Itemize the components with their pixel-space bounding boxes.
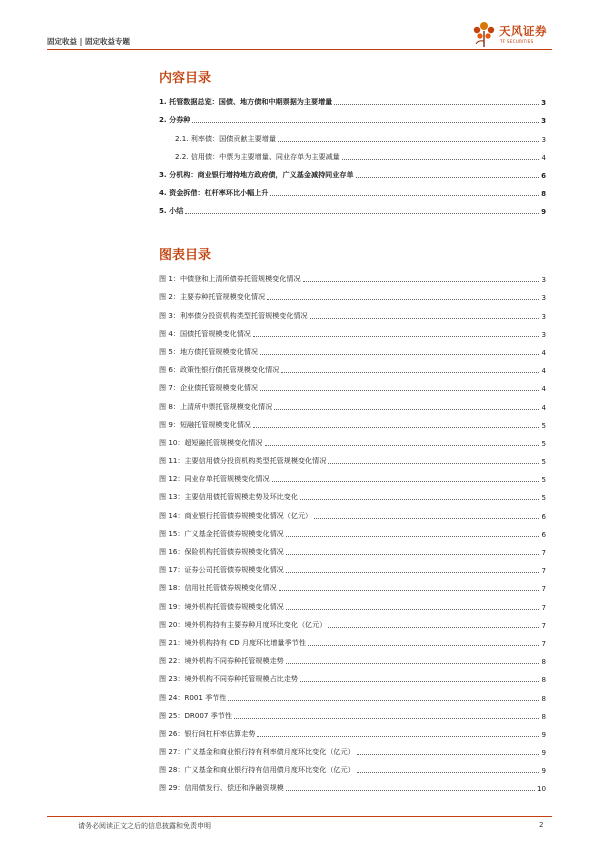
figure-entry-label: 图 16：保险机构托管债券规模变化情况 <box>159 547 284 556</box>
figure-entry[interactable] <box>159 521 546 539</box>
dot-leader <box>286 572 540 573</box>
figure-entry[interactable] <box>159 339 546 357</box>
dot-leader <box>257 736 539 737</box>
dot-leader <box>328 463 539 464</box>
dot-leader <box>274 409 539 410</box>
toc-entry[interactable] <box>159 162 546 180</box>
figure-entry-page: 7 <box>541 638 546 648</box>
figure-entry-page: 9 <box>541 729 546 739</box>
figure-entry-label: 图 25：DR007 季节性 <box>159 710 232 720</box>
figure-entry-page: 4 <box>541 347 546 357</box>
toc-entry-label: 5. 小结 <box>159 206 184 216</box>
figure-entry[interactable] <box>159 266 546 284</box>
toc-entry-page: 9 <box>541 207 546 217</box>
figure-entry-label: 图 11：主要信用债分投资机构类型托管规模变化情况 <box>159 456 327 466</box>
dot-leader <box>328 627 539 628</box>
figure-entry-page: 3 <box>541 293 546 303</box>
figure-entry[interactable] <box>159 502 546 520</box>
dot-leader <box>192 122 539 123</box>
figure-entry-page: 8 <box>541 693 546 703</box>
figure-entry[interactable] <box>159 412 546 430</box>
figure-entry-label: 图 19：境外机构托管债券规模变化情况 <box>159 601 284 611</box>
figure-entry-label: 图 3：利率债分投资机构类型托管规模变化情况 <box>159 310 308 320</box>
figure-entry-page: 6 <box>541 511 546 521</box>
figure-entry-label: 图 1：中债登和上清所债券托管规模变化情况 <box>159 274 301 284</box>
dot-leader <box>278 141 540 142</box>
figure-entry[interactable] <box>159 757 546 775</box>
toc-entry-page: 3 <box>541 98 546 108</box>
figure-entry[interactable] <box>159 430 546 448</box>
brand-name-en: TF SECURITIES <box>500 39 534 44</box>
figure-entry-label: 图 18：信用社托管债券规模变化情况 <box>159 583 277 593</box>
dot-leader <box>300 681 540 682</box>
toc-title: 内容目录 <box>159 71 212 86</box>
figure-entry[interactable] <box>159 539 546 557</box>
header-section-label: 固定收益 | 固定收益专题 <box>47 37 130 46</box>
figure-entry-page: 8 <box>541 657 546 667</box>
figure-entry-page: 8 <box>541 675 546 685</box>
figure-entry-page: 7 <box>541 620 546 630</box>
figure-entry[interactable] <box>159 648 546 666</box>
figure-entry[interactable] <box>159 684 546 702</box>
figure-entry-label: 图 6：政策性银行债托管规模变化情况 <box>159 365 280 375</box>
toc-entry-label: 2.1. 利率债：国债贡献主要增量 <box>175 133 276 143</box>
figure-entry[interactable] <box>159 375 546 393</box>
figure-entry-label: 图 5：地方债托管规模变化情况 <box>159 346 258 356</box>
toc-entry[interactable] <box>159 144 546 162</box>
dot-leader <box>308 645 540 646</box>
toc-entry-label: 4. 资金拆借：杠杆率环比小幅上升 <box>159 188 269 198</box>
dot-leader <box>270 195 539 196</box>
figure-entry-label: 图 14：商业银行托管债券规模变化情况（亿元） <box>159 510 313 520</box>
page-number: 2 <box>539 821 544 829</box>
dot-leader <box>300 499 540 500</box>
figure-entry-label: 图 9：短融托管规模变化情况 <box>159 419 251 429</box>
dot-leader <box>260 354 539 355</box>
figure-entry-page: 10 <box>536 784 546 794</box>
dot-leader <box>314 518 539 519</box>
figure-entry-label: 图 17：证券公司托管债券规模变化情况 <box>159 565 284 575</box>
figure-entry-label: 图 29：信用债发行、偿还和净融资规模 <box>159 783 284 793</box>
footer-divider <box>47 816 552 817</box>
dot-leader <box>286 554 540 555</box>
figure-entry-label: 图 22：境外机构不同券种托管规模走势 <box>159 656 284 666</box>
figure-entry-page: 9 <box>541 766 546 776</box>
dot-leader <box>334 104 539 105</box>
figure-entry-page: 5 <box>541 438 546 448</box>
figure-entry-page: 3 <box>541 311 546 321</box>
figure-entry[interactable] <box>159 612 546 630</box>
figure-entry-page: 3 <box>541 329 546 339</box>
figure-entry-page: 7 <box>541 602 546 612</box>
figure-entry[interactable] <box>159 466 546 484</box>
figure-entry-label: 图 12：同业存单托管规模变化情况 <box>159 474 270 484</box>
dot-leader <box>234 718 540 719</box>
figure-entry[interactable] <box>159 484 546 502</box>
header-divider <box>47 49 552 50</box>
figure-entry[interactable] <box>159 703 546 721</box>
dot-leader <box>267 299 539 300</box>
dot-leader <box>260 390 539 391</box>
figure-entry[interactable] <box>159 557 546 575</box>
dot-leader <box>286 790 535 791</box>
dot-leader <box>286 663 540 664</box>
flower-logo-icon <box>471 21 497 49</box>
figure-entry[interactable] <box>159 775 546 793</box>
toc-entry-label: 2. 分券种 <box>159 115 191 125</box>
dot-leader <box>185 213 539 214</box>
dot-leader <box>228 700 539 701</box>
dot-leader <box>253 427 540 428</box>
footer-disclaimer: 请务必阅读正文之后的信息披露和免责申明 <box>78 822 211 830</box>
dot-leader <box>357 754 540 755</box>
figure-entry[interactable] <box>159 302 546 320</box>
figure-entry-page: 5 <box>541 493 546 503</box>
figure-entry-page: 5 <box>541 457 546 467</box>
dot-leader <box>357 772 540 773</box>
figure-entry-label: 图 8：上清所中票托管规模变化情况 <box>159 401 273 411</box>
figure-entry-label: 图 2：主要券种托管规模变化情况 <box>159 292 266 302</box>
toc-entry[interactable] <box>159 198 546 216</box>
figure-entry-page: 7 <box>541 584 546 594</box>
figure-entry-label: 图 13：主要信用债托管规模走势及环比变化 <box>159 492 298 502</box>
figure-entry-label: 图 15：广义基金托管债券规模变化情况 <box>159 528 284 538</box>
toc-entry-label: 2.2. 信用债：中票为主要增量、同业存单为主要减量 <box>175 151 340 161</box>
dot-leader <box>286 609 540 610</box>
dot-leader <box>281 372 539 373</box>
dot-leader <box>342 159 540 160</box>
figure-entry[interactable] <box>159 393 546 411</box>
figure-entry[interactable] <box>159 593 546 611</box>
dot-leader <box>253 336 540 337</box>
dot-leader <box>303 281 540 282</box>
figure-entry[interactable] <box>159 630 546 648</box>
toc-entry[interactable] <box>159 89 546 107</box>
figure-entry-page: 4 <box>541 402 546 412</box>
figure-entry[interactable] <box>159 739 546 757</box>
figure-entry-label: 图 21：境外机构持有 CD 月度环比增量季节性 <box>159 637 306 647</box>
figure-entry-page: 5 <box>541 420 546 430</box>
toc-entry-label: 3. 分机构：商业银行增持地方政府债，广义基金减持同业存单 <box>159 169 354 179</box>
dot-leader <box>265 445 540 446</box>
toc-entry-page: 3 <box>541 134 546 144</box>
figure-entry-label: 图 28：广义基金和商业银行持有信用债月度环比变化（亿元） <box>159 765 355 775</box>
dot-leader <box>272 481 540 482</box>
figure-entry-label: 图 4：国债托管规模变化情况 <box>159 328 251 338</box>
figure-entry-label: 图 10：超短融托管规模变化情况 <box>159 437 263 447</box>
toc-entry-page: 3 <box>541 116 546 126</box>
toc-list <box>159 89 546 216</box>
dot-leader <box>310 318 540 319</box>
figure-entry-label: 图 27：广义基金和商业银行持有利率债月度环比变化（亿元） <box>159 747 355 757</box>
toc-entry-page: 8 <box>541 189 546 199</box>
figure-entry[interactable] <box>159 666 546 684</box>
figure-entry-page: 3 <box>541 275 546 285</box>
figure-entry-label: 图 7：企业债托管规模变化情况 <box>159 383 258 393</box>
figure-entry-page: 6 <box>541 529 546 539</box>
figure-entry[interactable] <box>159 448 546 466</box>
figure-entry[interactable] <box>159 357 546 375</box>
toc-entry-page: 4 <box>541 152 546 162</box>
figure-entry-page: 5 <box>541 475 546 485</box>
figure-entry-page: 7 <box>541 566 546 576</box>
figure-entry-page: 7 <box>541 548 546 557</box>
figure-entry-page: 4 <box>541 366 546 376</box>
figure-entry-page: 9 <box>541 748 546 758</box>
figures-list <box>159 266 546 793</box>
toc-entry[interactable] <box>159 107 546 125</box>
figure-entry[interactable] <box>159 284 546 302</box>
figure-entry-label: 图 24：R001 季节性 <box>159 692 227 702</box>
brand-logo <box>471 21 555 49</box>
figure-entry-label: 图 26：银行间杠杆率估算走势 <box>159 728 256 738</box>
figure-entry[interactable] <box>159 321 546 339</box>
figure-entry-page: 4 <box>541 384 546 394</box>
figure-entry-label: 图 23：境外机构不同券种托管规模占比走势 <box>159 674 298 684</box>
figure-entry-label: 图 20：境外机构持有主要券种月度环比变化（亿元） <box>159 619 327 629</box>
toc-entry-page: 6 <box>541 170 546 180</box>
toc-entry[interactable] <box>159 125 546 143</box>
dot-leader <box>279 590 540 591</box>
toc-entry[interactable] <box>159 180 546 198</box>
dot-leader <box>356 177 540 178</box>
figure-entry-page: 8 <box>541 711 546 721</box>
toc-entry-label: 1. 托管数据总览：国债、地方债和中期票据为主要增量 <box>159 97 333 107</box>
figure-entry[interactable] <box>159 721 546 739</box>
figure-entry[interactable] <box>159 575 546 593</box>
figures-title: 图表目录 <box>159 248 212 263</box>
brand-name: 天风证券 <box>499 24 547 38</box>
dot-leader <box>286 536 540 537</box>
